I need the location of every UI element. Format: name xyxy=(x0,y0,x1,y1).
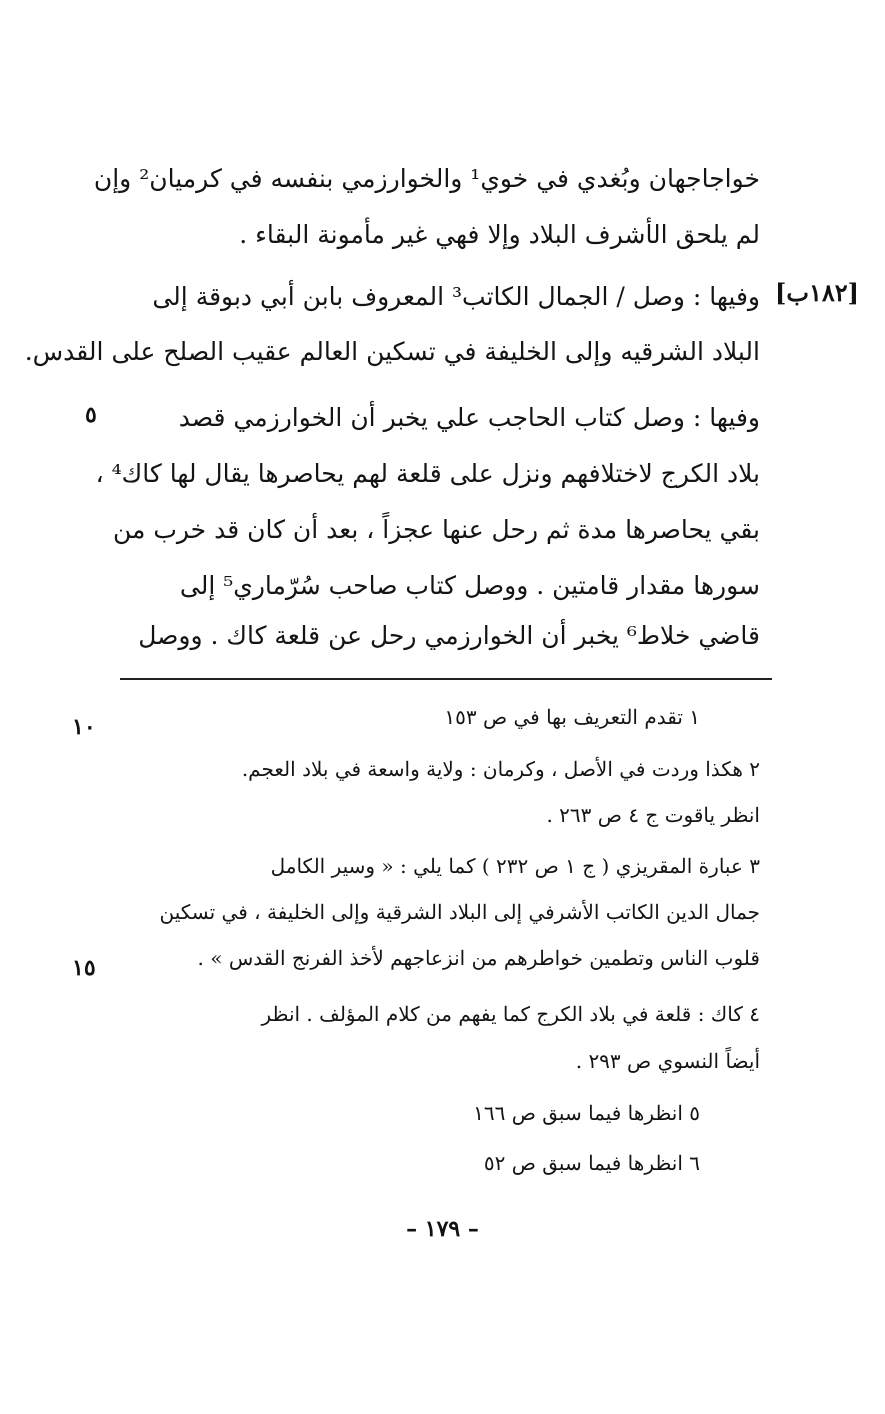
footnote-2-line-1: ٢ هكذا وردت في الأصل ، وكرمان : ولاية واسعة في بلاد العجم. xyxy=(241,757,760,781)
footnote-3-line-2: جمال الدين الكاتب الأشرفي إلى البلاد الشرقية وإلى الخليفة ، في تسكين xyxy=(159,900,760,924)
line-number-5: ٥ xyxy=(85,402,97,428)
footnote-4-line-2: أيضاً النسوي ص ٢٩٣ . xyxy=(575,1049,760,1073)
footnote-6: ٦ انظرها فيما سبق ص ٥٢ xyxy=(483,1151,700,1175)
body-line-8: سورها مقدار قامتين . ووصل كتاب صاحب سُرّماري⁵ إلى xyxy=(179,571,760,600)
body-line-2: لم يلحق الأشرف البلاد وإلا فهي غير مأمونة البقاء . xyxy=(239,220,760,249)
page-number-value: ١٧٩ xyxy=(424,1216,461,1242)
page-number: – ١٧٩ – xyxy=(406,1216,479,1242)
footnote-5: ٥ انظرها فيما سبق ص ١٦٦ xyxy=(473,1101,700,1125)
body-line-5: وفيها : وصل كتاب الحاجب علي يخبر أن الخوارزمي قصد xyxy=(178,403,760,432)
footnote-4-line-1: ٤ كاك : قلعة في بلاد الكرج كما يفهم من كلام المؤلف . انظر xyxy=(261,1002,760,1026)
body-line-6: بلاد الكرج لاختلافهم ونزل على قلعة لهم يحاصرها يقال لها كاك⁴ ، xyxy=(95,459,760,488)
footnote-3-line-1: ٣ عبارة المقريزي ( ج ١ ص ٢٣٢ ) كما يلي : « وسير الكامل xyxy=(270,854,760,878)
footnote-3-line-3: قلوب الناس وتطمين خواطرهم من انزعاجهم لأخذ الفرنج القدس » . xyxy=(197,946,760,970)
footnote-2-line-2: انظر ياقوت ج ٤ ص ٢٦٣ . xyxy=(546,803,760,827)
body-line-4: البلاد الشرقيه وإلى الخليفة في تسكين العالم عقيب الصلح على القدس. xyxy=(24,337,760,366)
line-number-15: ١٥ xyxy=(72,955,96,981)
body-line-7: بقي يحاصرها مدة ثم رحل عنها عجزاً ، بعد أن كان قد خرب من xyxy=(112,515,760,544)
body-line-9: قاضي خلاط⁶ يخبر أن الخوارزمي رحل عن قلعة كاك . ووصل xyxy=(138,621,760,650)
body-line-3: وفيها : وصل / الجمال الكاتب³ المعروف بابن أبي دبوقة إلى xyxy=(152,282,760,311)
line-number-10: ١٠ xyxy=(72,714,96,740)
body-line-1: خواجاجهان وبُغدي في خوي¹ والخوارزمي بنفسه في كرميان² وإن xyxy=(93,164,760,193)
footnote-1: ١ تقدم التعريف بها في ص ١٥٣ xyxy=(444,705,700,729)
folio-marker: [١٨٢ب] xyxy=(775,278,859,307)
footnote-separator xyxy=(120,678,772,680)
